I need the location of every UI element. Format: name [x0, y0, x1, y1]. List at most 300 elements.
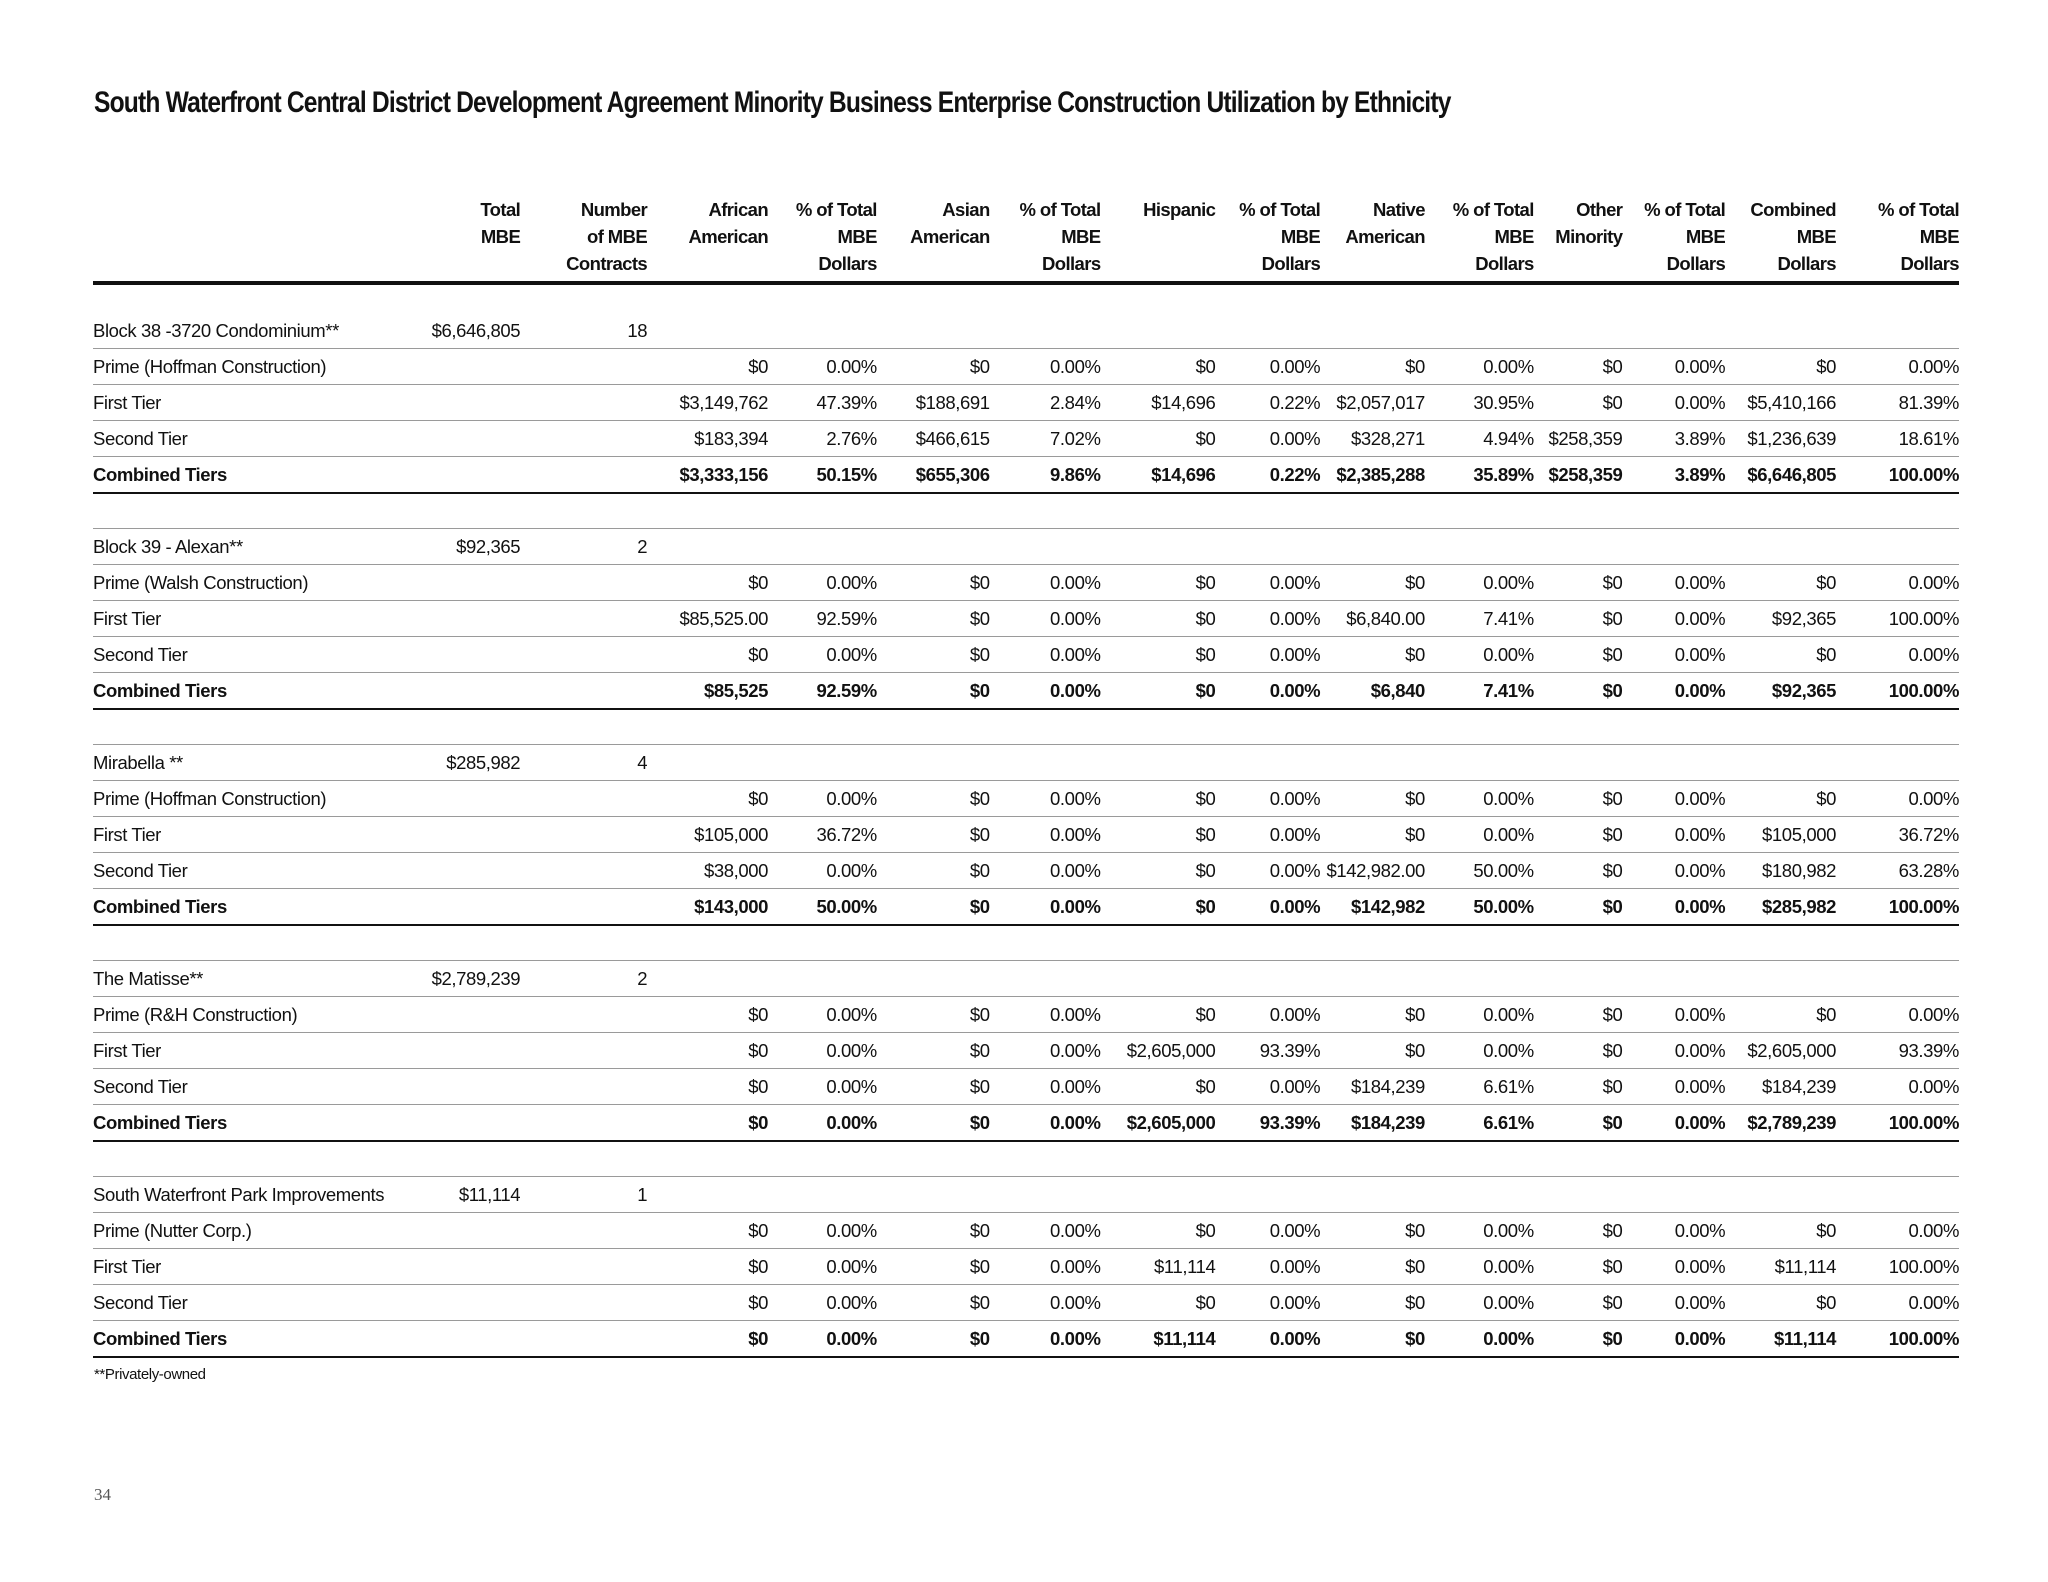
- empty-cell: [647, 313, 1959, 349]
- table-cell: 35.89%: [1425, 457, 1534, 494]
- table-cell: $0: [647, 1285, 768, 1321]
- table-cell: $0: [1534, 673, 1623, 710]
- table-cell: 0.00%: [768, 1033, 877, 1069]
- table-cell: [425, 385, 520, 421]
- spacer-cell: [93, 283, 1959, 313]
- table-cell: $0: [1725, 637, 1836, 673]
- table-cell: [520, 673, 647, 710]
- table-cell: 0.00%: [768, 1321, 877, 1358]
- footnote: **Privately-owned: [94, 1366, 206, 1383]
- tier-label: Second Tier: [93, 637, 425, 673]
- table-cell: $0: [1534, 601, 1623, 637]
- section-spacer: [93, 1141, 1959, 1177]
- table-cell: [425, 457, 520, 494]
- table-cell: $0: [1534, 1033, 1623, 1069]
- table-cell: [520, 637, 647, 673]
- column-header: Native American: [1345, 199, 1425, 247]
- combined-tiers-row: [93, 673, 1959, 710]
- table-cell: 92.59%: [768, 673, 877, 710]
- table-cell: 0.00%: [990, 889, 1101, 926]
- spacer-cell: [93, 925, 1959, 961]
- spacer-cell: [93, 709, 1959, 745]
- empty-cell: [647, 529, 1959, 565]
- table-cell: [520, 385, 647, 421]
- tier-label: Second Tier: [93, 1069, 425, 1105]
- table-cell: 0.00%: [1425, 1249, 1534, 1285]
- table-cell: $2,789,239: [1725, 1105, 1836, 1142]
- table-cell: [520, 889, 647, 926]
- table-cell: 0.00%: [768, 997, 877, 1033]
- table-cell: [425, 817, 520, 853]
- column-header: % of Total MBE Dollars: [1239, 199, 1321, 274]
- table-cell: $0: [1320, 349, 1425, 385]
- mbe-utilization-table: [93, 196, 1959, 1358]
- table-cell: $0: [1534, 1285, 1623, 1321]
- table-cell: 100.00%: [1836, 673, 1959, 710]
- table-cell: 0.00%: [1215, 565, 1320, 601]
- table-cell: $105,000: [1725, 817, 1836, 853]
- table-cell: 4: [520, 745, 647, 781]
- table-cell: 0.00%: [1215, 1069, 1320, 1105]
- table-cell: $142,982.00: [1320, 853, 1425, 889]
- table-cell: [520, 601, 647, 637]
- tier-label: First Tier: [93, 601, 425, 637]
- table-cell: $0: [1101, 817, 1216, 853]
- table-cell: 0.00%: [1622, 1249, 1725, 1285]
- table-cell: $0: [1534, 1249, 1623, 1285]
- table-cell: $0: [1725, 781, 1836, 817]
- table-cell: 50.00%: [1425, 853, 1534, 889]
- tier-label: Prime (Walsh Construction): [93, 565, 425, 601]
- table-cell: $0: [1320, 1033, 1425, 1069]
- table-cell: 36.72%: [1836, 817, 1959, 853]
- table-cell: $2,789,239: [425, 961, 520, 997]
- table-cell: 0.00%: [990, 565, 1101, 601]
- table-cell: [520, 1069, 647, 1105]
- project-row: [93, 529, 1959, 565]
- table-cell: $143,000: [647, 889, 768, 926]
- table-cell: [425, 673, 520, 710]
- table-cell: [425, 349, 520, 385]
- section-spacer: [93, 493, 1959, 529]
- table-cell: 0.00%: [1622, 601, 1725, 637]
- table-cell: 0.00%: [990, 1213, 1101, 1249]
- tier-label: Second Tier: [93, 853, 425, 889]
- table-cell: $0: [1534, 349, 1623, 385]
- table-cell: 3.89%: [1622, 457, 1725, 494]
- table-cell: 0.00%: [1215, 781, 1320, 817]
- table-cell: 7.41%: [1425, 601, 1534, 637]
- table-cell: $0: [877, 1033, 990, 1069]
- table-cell: $0: [1725, 349, 1836, 385]
- table-cell: $0: [1101, 889, 1216, 926]
- table-cell: 0.00%: [768, 1105, 877, 1142]
- table-cell: 0.00%: [1622, 1033, 1725, 1069]
- table-cell: $0: [1101, 601, 1216, 637]
- table-cell: 0.00%: [1622, 817, 1725, 853]
- column-header: Asian American: [910, 199, 990, 247]
- table-cell: $2,605,000: [1101, 1105, 1216, 1142]
- combined-label: Combined Tiers: [93, 1321, 425, 1358]
- table-cell: $2,057,017: [1320, 385, 1425, 421]
- table-cell: $0: [1534, 1321, 1623, 1358]
- table-cell: $0: [1320, 565, 1425, 601]
- tier-row: [93, 1249, 1959, 1285]
- table-cell: $258,359: [1534, 421, 1623, 457]
- table-cell: 100.00%: [1836, 1105, 1959, 1142]
- table-cell: [520, 457, 647, 494]
- table-cell: 0.00%: [1215, 637, 1320, 673]
- table-cell: $2,605,000: [1725, 1033, 1836, 1069]
- table-cell: 0.00%: [990, 1321, 1101, 1358]
- table-cell: $0: [877, 1321, 990, 1358]
- table-cell: 0.00%: [1622, 889, 1725, 926]
- table-cell: 93.39%: [1215, 1105, 1320, 1142]
- table-cell: $0: [1320, 817, 1425, 853]
- table-cell: 100.00%: [1836, 457, 1959, 494]
- table-cell: 0.00%: [1215, 997, 1320, 1033]
- table-cell: $180,982: [1725, 853, 1836, 889]
- table-cell: 0.00%: [1836, 997, 1959, 1033]
- table-cell: $11,114: [1101, 1321, 1216, 1358]
- table-cell: 9.86%: [990, 457, 1101, 494]
- spacer-cell: [93, 1141, 1959, 1177]
- table-cell: $0: [647, 781, 768, 817]
- table-cell: $6,840.00: [1320, 601, 1425, 637]
- table-cell: [425, 997, 520, 1033]
- table-cell: 0.00%: [990, 817, 1101, 853]
- table-cell: $92,365: [1725, 601, 1836, 637]
- table-cell: 0.00%: [1622, 637, 1725, 673]
- table-cell: $0: [1101, 637, 1216, 673]
- table-cell: 0.00%: [1622, 565, 1725, 601]
- table-cell: 7.41%: [1425, 673, 1534, 710]
- table-cell: $0: [1320, 781, 1425, 817]
- project-name: Block 39 - Alexan**: [93, 529, 425, 565]
- table-cell: $184,239: [1320, 1105, 1425, 1142]
- table-cell: [425, 637, 520, 673]
- table-cell: $0: [1320, 637, 1425, 673]
- table-cell: $6,646,805: [1725, 457, 1836, 494]
- table-cell: 0.00%: [1836, 637, 1959, 673]
- column-header: Other Minority: [1555, 199, 1623, 247]
- table-cell: $0: [1725, 997, 1836, 1033]
- table-cell: 50.15%: [768, 457, 877, 494]
- table-cell: [520, 565, 647, 601]
- tier-label: First Tier: [93, 1249, 425, 1285]
- column-header: Hispanic: [1143, 199, 1216, 220]
- table-cell: $0: [1320, 1285, 1425, 1321]
- empty-cell: [647, 1177, 1959, 1213]
- table-cell: 0.00%: [1215, 889, 1320, 926]
- table-cell: $0: [1320, 1321, 1425, 1358]
- table-cell: 93.39%: [1215, 1033, 1320, 1069]
- combined-tiers-row: [93, 457, 1959, 494]
- table-cell: [520, 853, 647, 889]
- table-cell: 0.00%: [768, 781, 877, 817]
- table-cell: 7.02%: [990, 421, 1101, 457]
- table-body: [93, 283, 1959, 1357]
- table-cell: 0.00%: [1836, 1213, 1959, 1249]
- table-cell: 0.00%: [1215, 1249, 1320, 1285]
- table-cell: 47.39%: [768, 385, 877, 421]
- table-cell: 0.00%: [768, 1069, 877, 1105]
- combined-tiers-row: [93, 1321, 1959, 1358]
- table-cell: $0: [877, 1213, 990, 1249]
- table-cell: $0: [1534, 817, 1623, 853]
- table-cell: [520, 817, 647, 853]
- table-cell: $0: [877, 997, 990, 1033]
- tier-row: [93, 565, 1959, 601]
- table-cell: 100.00%: [1836, 601, 1959, 637]
- table-cell: $0: [1725, 565, 1836, 601]
- table-cell: [425, 853, 520, 889]
- project-name: Block 38 -3720 Condominium**: [93, 313, 425, 349]
- table-cell: $11,114: [1101, 1249, 1216, 1285]
- table-cell: 0.00%: [1215, 817, 1320, 853]
- table-cell: 0.00%: [1215, 853, 1320, 889]
- table-cell: [425, 1105, 520, 1142]
- table-cell: [425, 565, 520, 601]
- table-cell: 0.00%: [990, 997, 1101, 1033]
- table-cell: $0: [1101, 781, 1216, 817]
- table-cell: [520, 1213, 647, 1249]
- table-cell: 0.00%: [1836, 1069, 1959, 1105]
- table-cell: $0: [1101, 349, 1216, 385]
- table-cell: 0.00%: [1836, 781, 1959, 817]
- tier-row: [93, 637, 1959, 673]
- table-cell: $1,236,639: [1725, 421, 1836, 457]
- table-cell: $0: [1534, 1213, 1623, 1249]
- table-cell: $6,840: [1320, 673, 1425, 710]
- table-cell: 93.39%: [1836, 1033, 1959, 1069]
- combined-label: Combined Tiers: [93, 457, 425, 494]
- table-cell: $0: [647, 349, 768, 385]
- table-cell: [520, 1033, 647, 1069]
- table-cell: $0: [1725, 1213, 1836, 1249]
- table-cell: 0.00%: [990, 349, 1101, 385]
- tier-row: [93, 781, 1959, 817]
- table-cell: $0: [877, 781, 990, 817]
- table-cell: 0.22%: [1215, 385, 1320, 421]
- table-cell: 0.00%: [1622, 1105, 1725, 1142]
- table-cell: 81.39%: [1836, 385, 1959, 421]
- tier-label: Prime (Hoffman Construction): [93, 349, 425, 385]
- table-cell: 0.00%: [1836, 349, 1959, 385]
- tier-row: [93, 601, 1959, 637]
- combined-label: Combined Tiers: [93, 889, 425, 926]
- tier-row: [93, 1285, 1959, 1321]
- table-cell: [520, 781, 647, 817]
- table-cell: $0: [1101, 997, 1216, 1033]
- tier-label: First Tier: [93, 817, 425, 853]
- table-cell: 1: [520, 1177, 647, 1213]
- table-cell: [520, 1105, 647, 1142]
- project-name: South Waterfront Park Improvements: [93, 1177, 425, 1213]
- table-cell: $0: [877, 565, 990, 601]
- table-cell: $0: [1534, 565, 1623, 601]
- table-cell: $142,982: [1320, 889, 1425, 926]
- table-cell: $0: [1320, 1249, 1425, 1285]
- combined-label: Combined Tiers: [93, 1105, 425, 1142]
- table-cell: 0.00%: [1425, 637, 1534, 673]
- table-cell: $184,239: [1725, 1069, 1836, 1105]
- column-header: Total MBE: [480, 199, 521, 247]
- tier-row: [93, 385, 1959, 421]
- tier-label: Prime (Hoffman Construction): [93, 781, 425, 817]
- table-cell: 0.00%: [990, 1105, 1101, 1142]
- project-name: The Matisse**: [93, 961, 425, 997]
- table-cell: 0.00%: [768, 637, 877, 673]
- tier-label: First Tier: [93, 1033, 425, 1069]
- table-cell: 0.00%: [990, 601, 1101, 637]
- table-cell: [425, 781, 520, 817]
- table-cell: 100.00%: [1836, 1249, 1959, 1285]
- table-cell: 18.61%: [1836, 421, 1959, 457]
- table-cell: $328,271: [1320, 421, 1425, 457]
- table-cell: [425, 1285, 520, 1321]
- table-cell: $0: [877, 637, 990, 673]
- project-row: [93, 1177, 1959, 1213]
- tier-row: [93, 817, 1959, 853]
- table-cell: $0: [877, 1069, 990, 1105]
- table-cell: $0: [647, 1321, 768, 1358]
- table-cell: $0: [647, 997, 768, 1033]
- table-cell: 4.94%: [1425, 421, 1534, 457]
- table-cell: 2.76%: [768, 421, 877, 457]
- table-cell: 6.61%: [1425, 1105, 1534, 1142]
- table-cell: $0: [1101, 1213, 1216, 1249]
- table-cell: $11,114: [1725, 1321, 1836, 1358]
- table-cell: [520, 1285, 647, 1321]
- table-cell: $0: [877, 1249, 990, 1285]
- table-cell: 0.00%: [1425, 1321, 1534, 1358]
- table-cell: 6.61%: [1425, 1069, 1534, 1105]
- table-cell: 0.00%: [768, 1213, 877, 1249]
- table-cell: 0.00%: [1622, 673, 1725, 710]
- table-cell: 0.00%: [990, 673, 1101, 710]
- tier-row: [93, 1069, 1959, 1105]
- table-cell: 92.59%: [768, 601, 877, 637]
- table-cell: 0.00%: [1425, 349, 1534, 385]
- table-cell: $258,359: [1534, 457, 1623, 494]
- table-cell: 36.72%: [768, 817, 877, 853]
- table-cell: $0: [1534, 889, 1623, 926]
- table-cell: $0: [877, 1105, 990, 1142]
- table-cell: $85,525: [647, 673, 768, 710]
- table-cell: 0.00%: [990, 853, 1101, 889]
- table-cell: [425, 1033, 520, 1069]
- table-cell: $3,149,762: [647, 385, 768, 421]
- table-cell: 0.00%: [1215, 1321, 1320, 1358]
- table-cell: [520, 1321, 647, 1358]
- table-cell: 0.00%: [1622, 1321, 1725, 1358]
- table-cell: 63.28%: [1836, 853, 1959, 889]
- table-cell: $0: [877, 817, 990, 853]
- table-cell: 0.00%: [990, 1285, 1101, 1321]
- table-cell: $188,691: [877, 385, 990, 421]
- table-cell: 50.00%: [768, 889, 877, 926]
- table-cell: 0.00%: [1425, 1285, 1534, 1321]
- section-spacer: [93, 283, 1959, 313]
- table-cell: $0: [647, 1249, 768, 1285]
- table-cell: 0.22%: [1215, 457, 1320, 494]
- page-number: 34: [94, 1485, 111, 1504]
- table-cell: 0.00%: [1425, 817, 1534, 853]
- table-cell: [520, 349, 647, 385]
- table-cell: 100.00%: [1836, 1321, 1959, 1358]
- table-cell: $14,696: [1101, 385, 1216, 421]
- table-cell: $0: [1101, 853, 1216, 889]
- table-cell: 0.00%: [1215, 349, 1320, 385]
- table-cell: $466,615: [877, 421, 990, 457]
- table-cell: 0.00%: [1622, 853, 1725, 889]
- table-cell: [520, 997, 647, 1033]
- table-cell: 0.00%: [1425, 565, 1534, 601]
- table-cell: $0: [647, 1033, 768, 1069]
- table-cell: $0: [877, 349, 990, 385]
- table-cell: 50.00%: [1425, 889, 1534, 926]
- combined-label: Combined Tiers: [93, 673, 425, 710]
- section-spacer: [93, 925, 1959, 961]
- column-header: % of Total MBE Dollars: [1452, 199, 1534, 274]
- table-cell: [425, 1249, 520, 1285]
- column-header: % of Total MBE Dollars: [1877, 199, 1959, 274]
- table-cell: 0.00%: [990, 1033, 1101, 1069]
- tier-row: [93, 853, 1959, 889]
- section-spacer: [93, 709, 1959, 745]
- table-cell: $0: [877, 673, 990, 710]
- table-cell: [520, 421, 647, 457]
- table-cell: 0.00%: [1836, 1285, 1959, 1321]
- tier-label: Prime (Nutter Corp.): [93, 1213, 425, 1249]
- table-cell: $0: [1534, 997, 1623, 1033]
- table-cell: 2.84%: [990, 385, 1101, 421]
- table-cell: 100.00%: [1836, 889, 1959, 926]
- table-cell: $0: [1534, 637, 1623, 673]
- table-cell: $0: [877, 889, 990, 926]
- table-cell: $0: [647, 1069, 768, 1105]
- table-cell: 0.00%: [768, 853, 877, 889]
- table-cell: $92,365: [1725, 673, 1836, 710]
- table-cell: $0: [877, 601, 990, 637]
- tier-label: Prime (R&H Construction): [93, 997, 425, 1033]
- table-cell: 0.00%: [1215, 1213, 1320, 1249]
- table-cell: $0: [647, 1105, 768, 1142]
- table-cell: $11,114: [425, 1177, 520, 1213]
- table-cell: 0.00%: [1215, 601, 1320, 637]
- empty-cell: [647, 745, 1959, 781]
- table-cell: 2: [520, 961, 647, 997]
- table-cell: [425, 1321, 520, 1358]
- combined-tiers-row: [93, 1105, 1959, 1142]
- column-header: % of Total MBE Dollars: [1019, 199, 1101, 274]
- table-cell: 2: [520, 529, 647, 565]
- table-cell: 0.00%: [990, 637, 1101, 673]
- table-cell: $38,000: [647, 853, 768, 889]
- table-cell: $0: [1101, 565, 1216, 601]
- tier-row: [93, 1033, 1959, 1069]
- table-cell: [425, 1069, 520, 1105]
- tier-row: [93, 1213, 1959, 1249]
- table-cell: $0: [647, 637, 768, 673]
- table-cell: 0.00%: [768, 1249, 877, 1285]
- project-row: [93, 961, 1959, 997]
- table-cell: 0.00%: [1425, 1033, 1534, 1069]
- table-cell: 0.00%: [1215, 421, 1320, 457]
- table-cell: 0.00%: [1836, 565, 1959, 601]
- table-cell: 0.00%: [990, 1069, 1101, 1105]
